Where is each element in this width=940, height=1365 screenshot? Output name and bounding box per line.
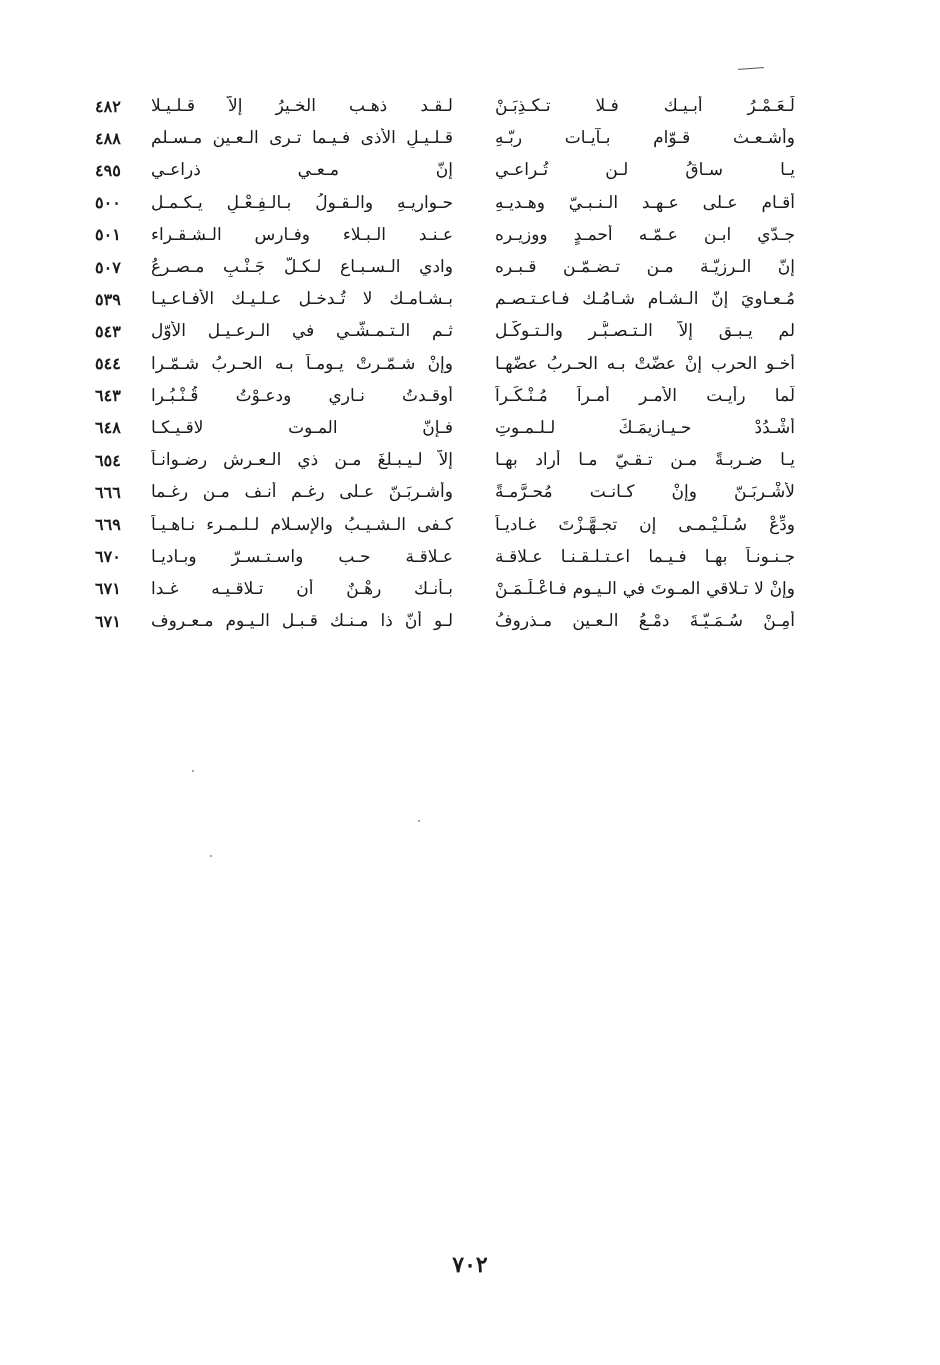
page-reference: ٦٦٩ bbox=[95, 515, 121, 535]
verse-second-hemistich: بـشـامـك لا تُـدخـل عـلـيـك الأفـاعـيـا bbox=[151, 289, 453, 310]
print-speck bbox=[192, 770, 194, 772]
verse-first-hemistich: يـا سـاقُ لـن تُـراعـي bbox=[495, 160, 795, 181]
verse-first-hemistich: جـنـونـاً بهـا فـيـما اعـتـلـقـنـا عـلاقـة bbox=[495, 546, 795, 567]
verse-first-hemistich: إنّ الـرزيّـة مـن تـضـمّـن قـبـره bbox=[495, 257, 795, 278]
page-reference: ٦٤٣ bbox=[95, 386, 121, 406]
page-reference: ٤٨٢ bbox=[95, 96, 121, 116]
verse-first-hemistich: لأشْـربَـنّ وإنْ كـانـت مُحـرَّمـةً bbox=[495, 482, 795, 503]
verse-first-hemistich: أمِـنْ سُـمَـيّـةَ دمْـعُ الـعـين مـذروفُ bbox=[495, 611, 795, 632]
page-reference: ٥٤٤ bbox=[95, 354, 121, 374]
verse-second-hemistich: لـقـد ذهـب الخـيرُ إلاّ قـلـيـلا bbox=[151, 96, 453, 117]
page-reference: ٥٠٧ bbox=[95, 257, 121, 277]
verse-second-hemistich: إلاّ لـيـبـلغَ مـن ذي الـعـرش رضـوانـاً bbox=[151, 450, 453, 471]
verse-second-hemistich: كـفى الـشـيـبُ والإسـلام لـلـمـرء نـاهـيـاً bbox=[151, 514, 453, 535]
verse-second-hemistich: فـإنّ المـوت لاقـيـكـا bbox=[151, 417, 453, 438]
verse-row bbox=[95, 380, 795, 412]
page-reference: ٤٩٥ bbox=[95, 160, 121, 180]
verse-first-hemistich: وإنْ لا تـلاقي المـوتَ في الـيـوم فـاعْـلَـمَـنْ bbox=[495, 578, 795, 599]
page-reference: ٦٥٤ bbox=[95, 450, 121, 470]
verse-row bbox=[95, 315, 795, 347]
verse-row bbox=[95, 122, 795, 154]
verse-first-hemistich: لَـعَـمْـرُ أبـيـك فـلا تـكـذِبَـنْ bbox=[495, 96, 795, 117]
verse-first-hemistich: ودِّعْ سُـلَـيْـمـى إن تجـهَّـزْتَ غـاديـاً bbox=[495, 514, 795, 535]
verse-second-hemistich: وادي الـسـبـاع لـكـلّ جَـنْـبٍ مـصـرعُ bbox=[151, 257, 453, 278]
verse-second-hemistich: حـواريـهِ والـقـولُ بـالـفِـعْـلِ يـكـمـل bbox=[151, 192, 453, 213]
verse-second-hemistich: وإنْ شـمّـرتْ يـومـاً بـه الحـربُ شـمّـرا bbox=[151, 353, 453, 374]
page-number: ٧٠٢ bbox=[452, 1252, 488, 1278]
page-reference: ٦٧١ bbox=[95, 579, 121, 599]
verse-first-hemistich: أقـام عـلى عـهـد الـنـبـيّ وهـديـهِ bbox=[495, 192, 795, 213]
print-speck bbox=[210, 855, 212, 857]
verse-second-hemistich: إنّ مـعـي ذراعـي bbox=[151, 160, 453, 181]
page-reference: ٦٤٨ bbox=[95, 418, 121, 438]
page-reference: ٦٧١ bbox=[95, 611, 121, 631]
verse-row bbox=[95, 90, 795, 122]
page-reference: ٥٠٠ bbox=[95, 193, 121, 213]
verse-row bbox=[95, 251, 795, 283]
verse-first-hemistich: أشْـدُدْ حـيـازيمَـكَ لـلـمـوتِ bbox=[495, 417, 795, 438]
verse-second-hemistich: عـنـد الـبـلاء وفـارس الـشـقـراء bbox=[151, 224, 453, 245]
verse-row bbox=[95, 283, 795, 315]
verse-first-hemistich: أخـو الحرب إنْ عضّتْ بـه الحـربُ عضّهـا bbox=[495, 353, 795, 374]
verse-index-table bbox=[95, 90, 795, 637]
verse-row bbox=[95, 154, 795, 186]
verse-row bbox=[95, 444, 795, 476]
verse-row bbox=[95, 187, 795, 219]
verse-second-hemistich: قـلـيـلِ الأذى فـيـما تـرى الـعـين مـسـلم bbox=[151, 128, 453, 149]
page-reference: ٦٧٠ bbox=[95, 547, 121, 567]
page-reference: ٥٣٩ bbox=[95, 289, 121, 309]
verse-row bbox=[95, 348, 795, 380]
verse-first-hemistich: جـدّي ابـن عـمّـه أحمـدٍ ووزيـره bbox=[495, 224, 795, 245]
verse-first-hemistich: وأشـعـث قـوّامٍ بـآيـات ربّـهِ bbox=[495, 128, 795, 149]
verse-row bbox=[95, 573, 795, 605]
header-mark bbox=[738, 67, 764, 70]
verse-second-hemistich: ثـم الـتـمـشّـي في الـرعـيـل الأوّل bbox=[151, 321, 453, 342]
page-reference: ٥٠١ bbox=[95, 225, 121, 245]
verse-row bbox=[95, 476, 795, 508]
verse-first-hemistich: مُـعـاويَ إنّ الـشـام شـامُـك فـاعـتـصـم bbox=[495, 289, 795, 310]
verse-first-hemistich: لّما رأيـت الأمـر أمـراً مُـنْـكَـراً bbox=[495, 385, 795, 406]
verse-first-hemistich: لم يـبـق إلاّ الـتـصـبُّـر والـتـوكُّـل bbox=[495, 321, 795, 342]
verse-row bbox=[95, 412, 795, 444]
verse-row bbox=[95, 508, 795, 540]
page-reference: ٦٦٦ bbox=[95, 482, 121, 502]
verse-first-hemistich: يـا ضـربـةً مـن تـقـيّ مـا أراد بهـا bbox=[495, 450, 795, 471]
verse-second-hemistich: عـلاقـة حـب واسـتـسـرّ وبـاديـا bbox=[151, 546, 453, 567]
verse-second-hemistich: لـو أنّ ذا مـنـك قـبـل الـيـوم مـعـروف bbox=[151, 611, 453, 632]
page-reference: ٤٨٨ bbox=[95, 128, 121, 148]
verse-row bbox=[95, 605, 795, 637]
print-speck bbox=[418, 820, 420, 822]
verse-second-hemistich: أوقـدتُ نـاري ودعـوْتُ قُـنْـبُـرا bbox=[151, 385, 453, 406]
verse-row bbox=[95, 541, 795, 573]
page-reference: ٥٤٣ bbox=[95, 321, 121, 341]
verse-second-hemistich: بـأنـك رهْـنٌ أن تـلاقـيـه غـدا bbox=[151, 578, 453, 599]
verse-second-hemistich: وأشـربَـنّ عـلى رغـم أنـف مـن رغـما bbox=[151, 482, 453, 503]
verse-row bbox=[95, 219, 795, 251]
